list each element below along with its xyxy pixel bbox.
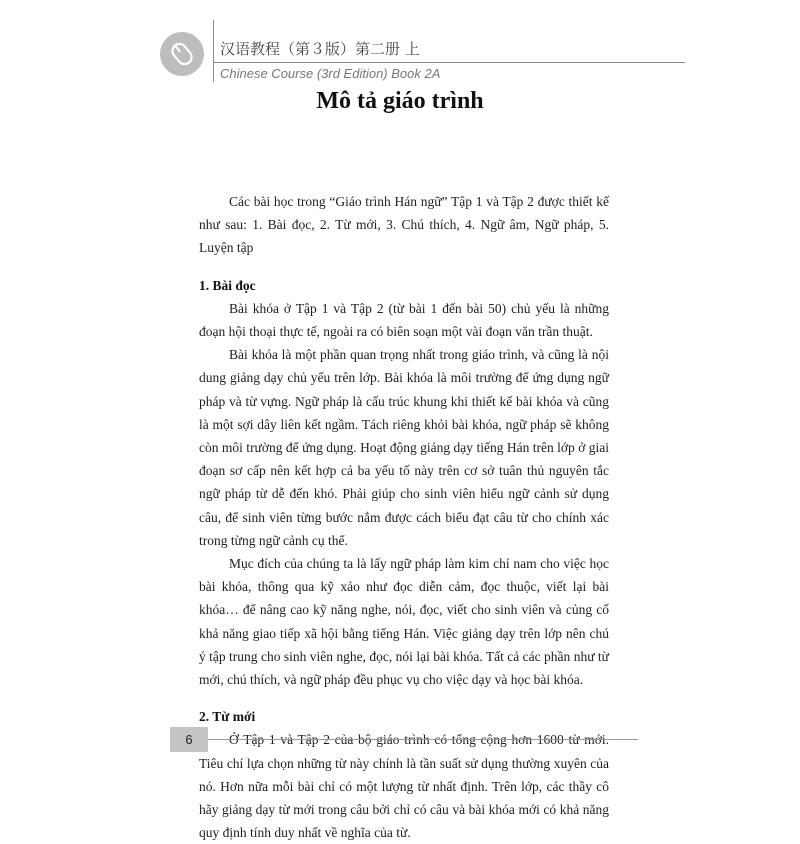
mouse-icon [160, 32, 204, 76]
book-title-chinese: 汉语教程（第３版）第二册 上 [220, 40, 420, 58]
section-heading-reading: 1. Bài đọc [199, 277, 256, 293]
header-divider-vertical [213, 20, 214, 82]
vocabulary-paragraph-1: Tiêu chí lựa chọn những từ này chính là tần suất sử dụng thường xuyên của nó. Hơn nữa mỗi bài chỉ có một lượng từ nhất định. Trên lớp, các thầy cô hãy giảng dạy từ mới trong câu bởi chỉ có câu và bài khóa mới có khả năng quy định tính duy nhất về nghĩa của từ. [199, 755, 609, 841]
section-heading-vocabulary: 2. Từ mới [199, 709, 256, 725]
intro-paragraph: Các bài học trong “Giáo trình Hán ngữ” Tập 1 và Tập 2 được thiết kế như sau: 1. Bài đọc, 2. Từ mới, 3. Chú thích, 4. Ngữ âm, Ngữ pháp, 5. Luyện tập [199, 194, 609, 256]
footer-divider [208, 739, 638, 740]
book-title-english: Chinese Course (3rd Edition) Book 2A [220, 66, 441, 81]
header-divider-horizontal [213, 62, 685, 63]
reading-paragraph-1: Bài khóa ở Tập 1 và Tập 2 (từ bài 1 đến bài 50) chủ yếu là những đoạn hội thoại thực tế, ngoài ra có biên soạn một vài đoạn văn trần thuật. [199, 300, 609, 340]
page-title: Mô tả giáo trình [316, 88, 484, 114]
reading-paragraph-2: Bài khóa là một phần quan trọng nhất trong giáo trình, và cũng là nội dung giảng dạy chủ yếu trên lớp. Bài khóa là môi trường để ứng dụng ngữ pháp và từ vựng. Ngữ pháp là cấu trúc khung khi thiết kế bài khóa và cũng là một sợi dây liên kết ngầm. Tách riêng khỏi bài khóa, ngữ pháp sẽ không còn môi trường để ứng dụng. Hoạt động giảng dạy tiếng Hán trên lớp ở giai đoạn sơ cấp nên kết hợp cả ba yếu tố này trên cơ sở tuân thủ nguyên tắc ngữ pháp từ dễ đến khó. Phải giúp cho sinh viên hiểu ngữ cảnh sử dụng câu, để sinh viên từng bước nắm được cách biểu đạt câu từ cho chính xác trong từng ngữ cảnh cụ thể. [199, 347, 609, 548]
page-number: 6 [170, 727, 208, 752]
body-text [199, 190, 609, 844]
reading-paragraph-3: Mục đích của chúng ta là lấy ngữ pháp làm kim chỉ nam cho việc học bài khóa, thông qua kỹ xảo như đọc diễn cảm, đọc thuộc, viết lại bài khóa… để nâng cao kỹ năng nghe, nói, đọc, viết cho sinh viên và củng cố khả năng giao tiếp xã hội bằng tiếng Hán. Việc giảng dạy trên lớp nên chú ý tập trung cho sinh viên nghe, đọc, nói lại bài khóa. Tất cả các phần như từ mới, chú thích, và ngữ pháp đều phục vụ cho việc dạy và học bài khóa. [199, 556, 609, 688]
